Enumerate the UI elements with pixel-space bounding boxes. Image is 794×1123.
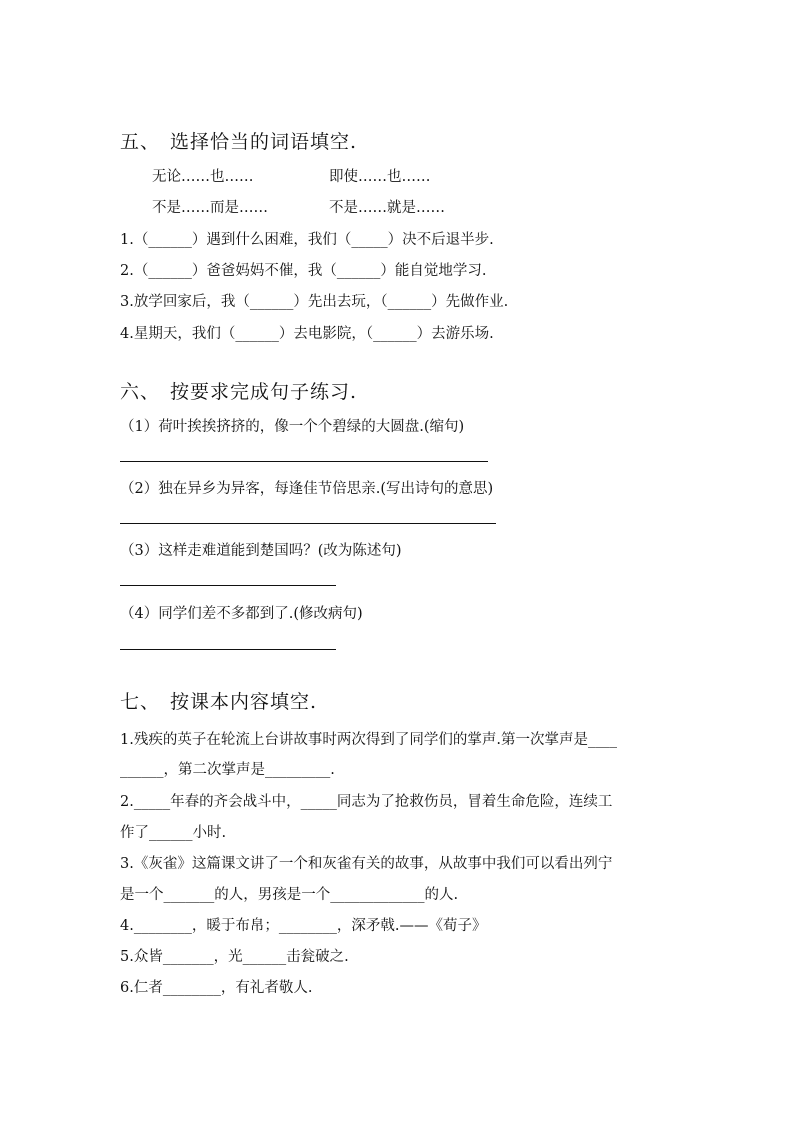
section5-option-2: 即使……也……: [329, 169, 431, 185]
section7-line-6: 是一个_______的人，男孩是一个_____________的人.: [120, 887, 459, 903]
section6-item-2: （2）独在异乡为异客，每逢佳节倍思亲.(写出诗句的意思): [120, 481, 494, 497]
section7-line-7: 4.________，暖于布帛；________，深矛戟.——《荀子》: [120, 918, 487, 934]
section6-heading: [120, 377, 357, 404]
section7-line-2: ______，第二次掌声是_________.: [120, 762, 335, 778]
section7-line-5: 3.《灰雀》这篇课文讲了一个和灰雀有关的故事，从故事中我们可以看出列宁: [120, 856, 613, 872]
section5-option-3: 不是……而是……: [152, 200, 268, 216]
section7-line-3: 2._____年春的齐会战斗中，_____同志为了抢救伤员，冒着生命危险，连续工: [120, 794, 613, 810]
section5-item-4: 4.星期天，我们（______）去电影院，（______）去游乐场.: [120, 326, 494, 342]
section6-item-4: （4）同学们差不多都到了.(修改病句): [120, 606, 363, 622]
section7-title: 按课本内容填空.: [170, 691, 318, 713]
answer-line-3[interactable]: [120, 585, 336, 586]
section5-item-3: 3.放学回家后，我（______）先出去玩，（______）先做作业.: [120, 294, 509, 310]
section7-line-1: 1.残疾的英子在轮流上台讲故事时两次得到了同学们的掌声.第一次掌声是____: [120, 732, 617, 748]
answer-line-2[interactable]: [120, 523, 496, 524]
section5-item-1: 1.（______）遇到什么困难，我们（_____）决不后退半步.: [120, 232, 494, 248]
section6-title: 按要求完成句子练习.: [170, 381, 358, 403]
answer-line-1[interactable]: [120, 461, 488, 462]
answer-line-4[interactable]: [120, 649, 336, 650]
section5-number: 五、: [120, 131, 161, 153]
section6-item-3: （3）这样走难道能到楚国吗？(改为陈述句): [120, 543, 402, 559]
section5-option-4: 不是……就是……: [329, 200, 445, 216]
section6-number: 六、: [120, 381, 161, 403]
section6-item-1: （1）荷叶挨挨挤挤的，像一个个碧绿的大圆盘.(缩句): [120, 419, 465, 435]
section7-heading: [120, 687, 317, 714]
section5-option-1: 无论……也……: [152, 169, 254, 185]
section7-line-8: 5.众皆_______，光______击瓮破之.: [120, 949, 349, 965]
section7-number: 七、: [120, 691, 161, 713]
section5-title: 选择恰当的词语填空.: [170, 131, 358, 153]
section5-item-2: 2.（______）爸爸妈妈不催，我（______）能自觉地学习.: [120, 263, 487, 279]
section7-line-4: 作了______小时.: [120, 825, 227, 841]
section7-line-9: 6.仁者________，有礼者敬人.: [120, 980, 313, 996]
section5-heading: [120, 127, 357, 154]
